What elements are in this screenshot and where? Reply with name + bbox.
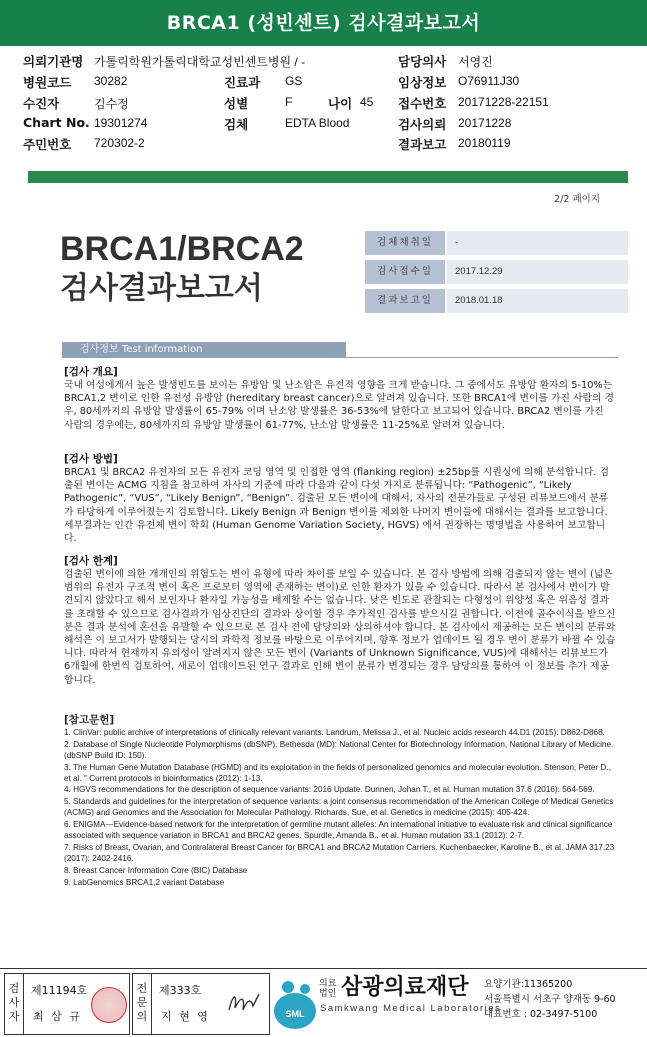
specialist-role xyxy=(133,974,152,1034)
date-value: 2018.01.18 xyxy=(447,289,628,313)
institution-value: 가톨릭학원가톨릭대학교성빈센트병원 / - xyxy=(94,55,306,69)
org-type: 의료법인 xyxy=(319,979,337,999)
specialist-name: 지 현 영 xyxy=(161,1010,210,1023)
report-title-bar xyxy=(0,0,647,46)
date-label: 검사접수일 xyxy=(365,260,445,284)
sex-label: 성별 xyxy=(224,96,249,111)
patient-name-label: 수진자 xyxy=(23,96,60,111)
patient-name-value: 김수정 xyxy=(94,97,129,111)
reference-item: 6. ENIGMA—Evidence-based network for the interpretation of germline mutant alleles: An international initiative to evaluate risk and clinical significance associated with sequence variation in BRCA1 and BRCA2 genes. Spurdle, Amanda B., et al. Human mutation 33.1 (2012): 2-7. xyxy=(64,820,613,841)
method-title: [검사 방법] xyxy=(64,453,118,465)
date-row xyxy=(365,260,620,284)
patient-info-panel xyxy=(0,46,647,154)
age-label: 나이 xyxy=(328,96,353,111)
care-institution-no: 요양기관:11365200 xyxy=(484,979,573,990)
reference-item: 4. HGVS recommendations for the description of sequence variants: 2016 Update. Dunnen, Johan T., et al. Human mutation 37.6 (2016): 564-569. xyxy=(64,785,595,795)
date-row xyxy=(365,231,620,255)
limit-text: 검출된 변이에 의한 개개인의 위험도는 변이 유형에 따라 차이를 보일 수 있습니다. 본 검사 방법에 의해 검출되지 않는 변이 (넓은 범위의 유전자 구조적 변이 혹은 프로모터 영역에 존재하는 변이)로 인한 환자가 있을 수 있습니다. 따라서 본 검사에서 변이가 발견되지 않았다고 해서 보인자나 환자일 가능성을 배제할 수는 없습니다. 낮은 빈도로 관찰되는 다형성이 위양성 혹은 위음성 결과를 초래할 수 있으므로 검사결과가 임상진단의 결과와 상이할 경우 추가적인 검사를 받으시길 권합니다. 이전에 골수이식을 받으신 분은 결과 분석에 혼선을 유발할 수 있으므로 본 검사 전에 담당의와 상의하셔야 합니다. 본 검사에서 제공하는 모든 변이의 분류와 해석은 이 보고서가 발행되는 당시의 과학적 정보를 바탕으로 이루어지며, 향후 정보가 업데이트 될 경우 변이 분류가 바뀔 수 있습니다. 따라서 현재까지 유의성이 알려지지 않은 모든 변이 (Variants of Unknown Significance, VUS)에 대해서는 리뷰보드가 6개월에 한번씩 검토하여, 새로이 업데이트된 연구 결과로 인해 변이 분류가 변경되는 경우 담당의를 통하여 이 정보를 추가 제공합니다. xyxy=(64,569,616,686)
receipt-value: 20171228-22151 xyxy=(458,95,549,109)
sml-logo-icon xyxy=(272,975,318,1031)
specialist-role-text: 전문의 xyxy=(136,982,148,1023)
reference-item: 9. LabGenomics BRCA1,2 variant Database xyxy=(64,877,225,887)
sex-value: F xyxy=(285,95,293,109)
clinical-label: 임상정보 xyxy=(398,75,447,90)
examiner-seal xyxy=(91,987,127,1023)
page-number: 2/2 페이지 xyxy=(554,194,600,205)
reference-item: 3. The Human Gene Mutation Database (HGMD) and its exploitation in the fields of personalized genomics and molecular evolution. Stenson, Peter D., et al. " Current protocols in bioinformatics (2012): 1-13. xyxy=(64,762,611,783)
specimen-value: EDTA Blood xyxy=(285,116,350,130)
date-label: 검체채취일 xyxy=(365,231,445,255)
scan-header-bar xyxy=(28,171,628,183)
specimen-label: 검체 xyxy=(224,117,249,132)
chart-no-value: 19301274 xyxy=(94,116,148,130)
report-footer xyxy=(0,968,647,1037)
dept-label: 진료과 xyxy=(224,75,261,90)
date-value: - xyxy=(447,231,628,255)
rrn-label: 주민번호 xyxy=(23,137,72,152)
org-address: 서울특별시 서초구 양재동 9-60 xyxy=(484,994,616,1005)
chart-no-label: Chart No. xyxy=(23,115,90,130)
report-title: BRCA1 (성빈센트) 검사결과보고서 xyxy=(166,12,481,34)
sml-logo-text: SML xyxy=(285,1009,305,1019)
examiner-signature-block xyxy=(4,973,130,1035)
date-label: 결과보고일 xyxy=(365,289,445,313)
date-row xyxy=(365,289,620,313)
doctor-value: 서영진 xyxy=(458,55,493,69)
reference-item: 7. Risks of Breast, Ovarian, and Contralateral Breast Cancer for BRCA1 and BRCA2 Mutation Carriers. Kuchenbaecker, Karoline B., et al. JAMA 317.23 (2017): 2402-2416. xyxy=(64,842,615,863)
section-tab-test-info: 검사정보 Test information xyxy=(62,342,346,357)
date-value: 2017.12.29 xyxy=(447,260,628,284)
overview-title: [검사 개요] xyxy=(64,366,118,378)
org-english-name: Samkwang Medical Laboratories xyxy=(320,1003,502,1014)
references-title: [참고문헌] xyxy=(64,714,115,726)
examiner-role xyxy=(5,974,24,1034)
age-value: 45 xyxy=(360,95,374,109)
org-name: 삼광의료재단 xyxy=(341,975,469,1000)
request-label: 검사의뢰 xyxy=(398,117,447,132)
doctor-label: 담당의사 xyxy=(398,54,447,69)
receipt-label: 접수번호 xyxy=(398,96,447,111)
rrn-value: 720302-2 xyxy=(94,136,145,150)
report-value: 20180119 xyxy=(458,136,511,150)
reference-item: 5. Standards and guidelines for the interpretation of sequence variants: a joint consensus recommendation of the American College of Medical Genetics (ACMG) and Genomics and the Association for Molecular Pathology. Richards, Sue, et al. Genetics in medicine (2015): 405-424. xyxy=(64,797,614,818)
reference-item: 8. Breast Cancer Information Core (BIC) Database xyxy=(64,865,248,875)
scan-title-line1: BRCA1/BRCA2 xyxy=(60,230,304,268)
limit-title: [검사 한계] xyxy=(64,555,118,567)
request-value: 20171228 xyxy=(458,116,512,130)
reference-item: 1. ClinVar: public archive of interpretations of clinically relevant variants. Landrum, Melissa J., et al. Nucleic acids research 44.D1 (2015): D862-D868. xyxy=(64,727,605,737)
method-text: BRCA1 및 BRCA2 유전자의 모든 유전자 코딩 영역 및 인접한 영역 (flanking region) ±25bp를 시퀀싱에 의해 분석합니다. 검출된 변이는 ACMG 지침을 참고하여 자사의 기준에 따라 다음과 같이 다섯 가지로 분류됩니다: “Pathogenic”, “Likely Pathogenic”, “VUS”, “Likely Benign”, “Benign”. 검출된 모든 변이에 대해서, 자사의 전문가들로 구성된 리뷰보드에서 분류가 타당하게 이루어졌는지 검토합니다. Likely Benign 과 Benign 변이를 제외한 나머지 변이들에 대해서는 결과를 보고합니다. 세부결과는 인간 유전체 변이 학회 (Human Genome Variation Society, HGVS) 에서 권장하는 명명법을 사용하여 보고합니다. xyxy=(64,467,609,545)
overview-text: 국내 여성에게서 높은 발생빈도를 보이는 유방암 및 난소암은 유전적 영향을 크게 받습니다. 그 중에서도 유방암 환자의 5-10%는 BRCA1,2 변이로 인한 유전성 유방암 (hereditary breast cancer)으로 알려져 있습니다. 또한 BRCA1에 변이를 가진 사람의 경우, 80세까지의 유방암 발생률이 65-79% 이며 난소암 발생률은 36-53%에 달한다고 보고되어 있습니다. BRCA2 변이를 가진 사람의 경우에는, 80세까지의 유방암 발생률이 61-77%, 난소암 발생률은 11-25%로 알려져 있습니다. xyxy=(64,380,615,431)
date-table xyxy=(365,231,620,313)
references-section xyxy=(64,715,616,890)
hospital-code-label: 병원코드 xyxy=(23,75,72,90)
reference-item: 2. Database of Single Nucleotide Polymorphisms (dbSNP). Bethesda (MD): National Center for Biotechnology Information, National Library of Medicine. (dbSNP Build ID: 150). xyxy=(64,739,614,760)
examiner-role-text: 검사자 xyxy=(8,982,20,1023)
specialist-signature-block xyxy=(132,973,270,1035)
scanned-report-page xyxy=(22,165,630,960)
scan-title-line2: 검사결과보고서 xyxy=(60,271,263,306)
org-phone: 대표번호 : 02-3497-5100 xyxy=(484,1009,598,1020)
examiner-license: 제11194호 xyxy=(31,984,88,997)
limit-section xyxy=(64,554,616,687)
dept-value: GS xyxy=(285,74,303,88)
hospital-code-value: 30282 xyxy=(94,74,128,88)
institution-label: 의뢰기관명 xyxy=(23,54,84,69)
method-section xyxy=(64,452,616,545)
report-label: 결과보고 xyxy=(398,137,447,152)
specialist-signature xyxy=(223,986,263,1020)
examiner-name: 최 삼 규 xyxy=(33,1010,82,1023)
clinical-value: O76911J30 xyxy=(458,74,520,88)
section-divider xyxy=(62,357,618,358)
specialist-license: 제333호 xyxy=(159,984,202,997)
overview-section xyxy=(64,365,616,432)
